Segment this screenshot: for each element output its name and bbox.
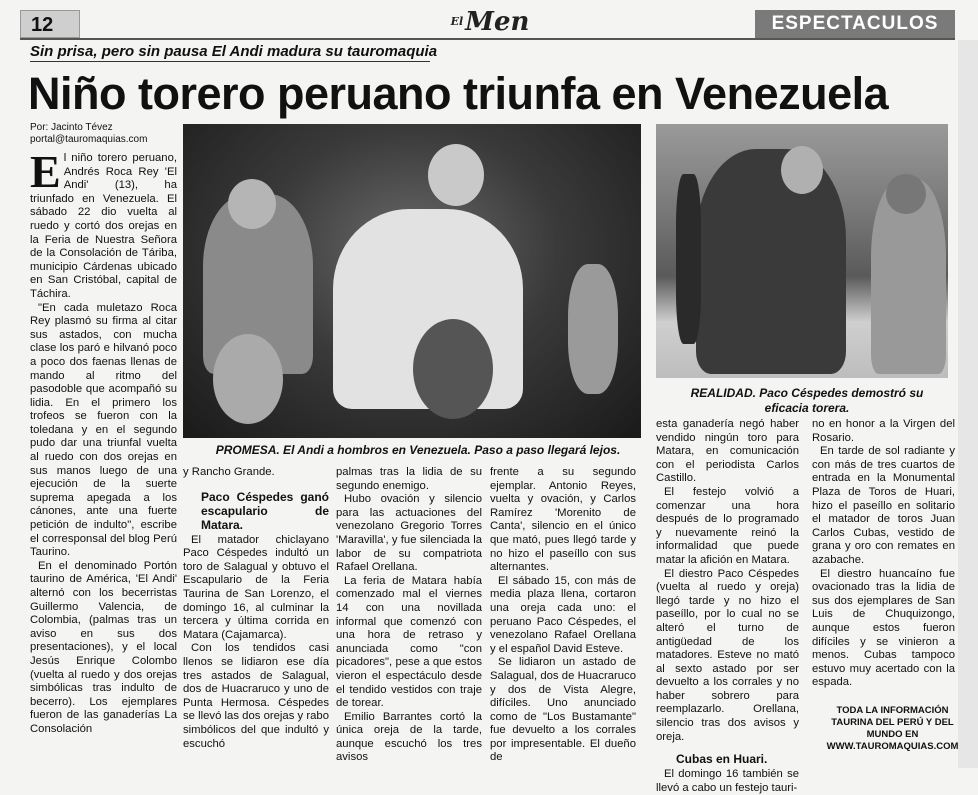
article-column-2 — [183, 466, 329, 751]
section-label: ESPECTACULOS — [755, 10, 955, 38]
headline: Niño torero peruano triunfa en Venezuela — [28, 68, 889, 119]
col2-paragraph-1: El matador chiclayano Paco Céspedes indultó un toro de Salagual y obtuvo el Escapulario de la Feria Taurina de San Lorenzo, el domingo 16, al culminar la tercera y última corrida en Matara (Cajamarca). — [183, 533, 329, 641]
col6-paragraph-1: En tarde de sol radiante y con más de tres cuartos de entrada en la Monumental Plaza de Toros de Huari, hizo el paseíllo en solitario el matador de toros Juan Carlos Cubas, vestido de grana y oro con remates en azabache. — [812, 445, 955, 566]
footer-promo-url: WWW.TAUROMAQUIAS.COM — [826, 741, 959, 752]
col5-paragraph-1: El festejo volvió a comenzar una hora después de lo programado y nuevamente reinó la informalidad que puede matar la afición en Matara. — [656, 485, 799, 566]
col5-paragraph-2: El diestro Paco Céspedes (vuelta al ruedo y oreja) llegó tarde y no hizo el paseíllo, por lo cual no se alteró el turno de antigüedad de los matadores. Esteve no mató al sexto astado por ser devuelto a los corrales y no haber sobrero para reemplazarlo. Orellana, silencio tras dos avisos y oreja. — [656, 567, 799, 743]
col4-paragraph-2: Se lidiaron un astado de Salagual, dos de Huacraruco y dos de Vista Alegre, difíciles. Uno anunciado como de "Los Bustamante" fue devuelto a los corrales por impresentable. El dueño de — [490, 656, 636, 764]
article-column-4 — [490, 466, 636, 765]
newspaper-logo — [440, 6, 540, 38]
page-edge — [958, 40, 978, 768]
kicker: Sin prisa, pero sin pausa El Andi madura su tauromaquia — [30, 43, 438, 60]
col3-paragraph-0: palmas tras la lidia de su segundo enemigo. — [336, 466, 482, 492]
col2-paragraph-2: Con los tendidos casi llenos se lidiaron ese día tres astados de Salagual, dos de Huacraruco y uno de Punta Hermosa. Céspedes se llevó las dos orejas y rabo simbólicos del que indultó y escuchó — [183, 642, 329, 750]
byline-email: portal@tauromaquias.com — [30, 134, 148, 145]
subhead-huari: Cubas en Huari. — [676, 752, 768, 767]
kicker-underline — [30, 61, 430, 62]
article-column-6 — [812, 418, 955, 690]
article-column-1 — [30, 146, 177, 737]
col5-paragraph-3: El domingo 16 también se llevó a cabo un festejo tauri- — [656, 768, 799, 794]
logo-prefix: El — [450, 15, 464, 28]
col5-paragraph-0: esta ganadería negó haber vendido ningún toro para Matara, en comunicación con el periodista Carlos Castillo. — [656, 418, 799, 485]
col3-paragraph-2: La feria de Matara había comenzado mal el viernes 14 con una novillada informal que comenzó con una hora de retraso y anunciada como "con picadores", pese a que estos vieron el espectáculo desde el tendido vestidos con traje de torear. — [336, 574, 482, 710]
byline-author: Por: Jacinto Tévez — [30, 122, 113, 133]
article-column-5 — [656, 418, 799, 795]
col6-paragraph-2: El diestro huancaíno fue ovacionado tras la lidia de sus dos ejemplares de San Luis de Chuquizongo, aunque estos fueron difíciles y se vinieron a menos. Cubas tampoco estuvo muy acertado con la espada. — [812, 567, 955, 689]
photo-matador-greeting — [656, 124, 948, 378]
col3-paragraph-3: Emilio Barrantes cortó la única oreja de la tarde, aunque escuchó los tres avisos — [336, 710, 482, 764]
article-column-3 — [336, 466, 482, 765]
logo-text: Men — [465, 7, 530, 37]
photo2-caption: REALIDAD. Paco Céspedes demostró su eficacia torera. — [690, 386, 924, 415]
subhead-matara: Paco Céspedes ganó escapulario de Matara. — [201, 489, 329, 532]
footer-promo — [815, 705, 970, 753]
drop-cap: E — [30, 146, 61, 197]
col1-paragraph-2: "En cada muletazo Roca Rey plasmó su firma al citar sus astados, con mucha clase los paró e hilvanó poco a poco dos faenas llenas de mando al ritmo del pasodoble que acompañó su lidia. En el primero los trofeos se fueron con la toledana y en el segundo pudo dar una triunfal vuelta al ruedo con dos orejas en sus manos luego de una ejecución de la suerte suprema apegada a los cánones, ante una fuerte petición de indulto", escribe el corresponsal del blog Perú Taurino. — [30, 301, 177, 559]
col1-paragraph-3: En el denominado Portón taurino de América, 'El Andi' alternó con los becerristas Guillermo Valencia, de Colombia, (palmas tras un aviso en sus dos presentaciones), y el local Jesús Enrique Colombo (vuelta al ruedo y dos orejas simbólicas tras indulto de becerro). Los ejemplares fueron de las ganaderías La Consolación — [30, 559, 177, 735]
page-number: 12 — [20, 10, 80, 38]
col6-paragraph-0: no en honor a la Virgen del Rosario. — [812, 418, 955, 444]
col4-paragraph-0: frente a su segundo ejemplar. Antonio Reyes, vuelta y ovación, y Carlos Ramírez 'Morenito de Canta', silencio en el único que mató, pues llegó tarde y no hizo el paseíllo con sus alternantes. — [490, 466, 636, 574]
col3-paragraph-1: Hubo ovación y silencio para las actuaciones del venezolano Gregorio Torres 'Maravilla', y fue silenciada la labor de su compatriota Rafael Orellana. — [336, 493, 482, 574]
col4-paragraph-1: El sábado 15, con más de media plaza llena, cortaron una oreja cada uno: el peruano Paco Céspedes, el venezolano Rafael Orellana y el español David Esteve. — [490, 574, 636, 655]
byline — [30, 122, 147, 146]
col1-paragraph-1: l niño torero peruano, Andrés Roca Rey 'El Andi' (13), ha triunfado en Venezuela. El sábado 22 dio vuelta al ruedo y cortó dos orejas en la Feria de Nuestra Señora de la Consolación de Táriba, municipio Cárdenas ubicado en San Cristóbal, capital de Táchira. — [30, 152, 177, 300]
photo1-caption: PROMESA. El Andi a hombros en Venezuela. Paso a paso llegará lejos. — [215, 443, 621, 457]
photo-young-bullfighter-carried — [183, 124, 641, 438]
footer-promo-text: TODA LA INFORMACIÓN TAURINA DEL PERÚ Y DEL MUNDO EN — [831, 705, 954, 740]
header-rule — [20, 38, 955, 40]
col2-paragraph-0: y Rancho Grande. — [183, 466, 275, 478]
